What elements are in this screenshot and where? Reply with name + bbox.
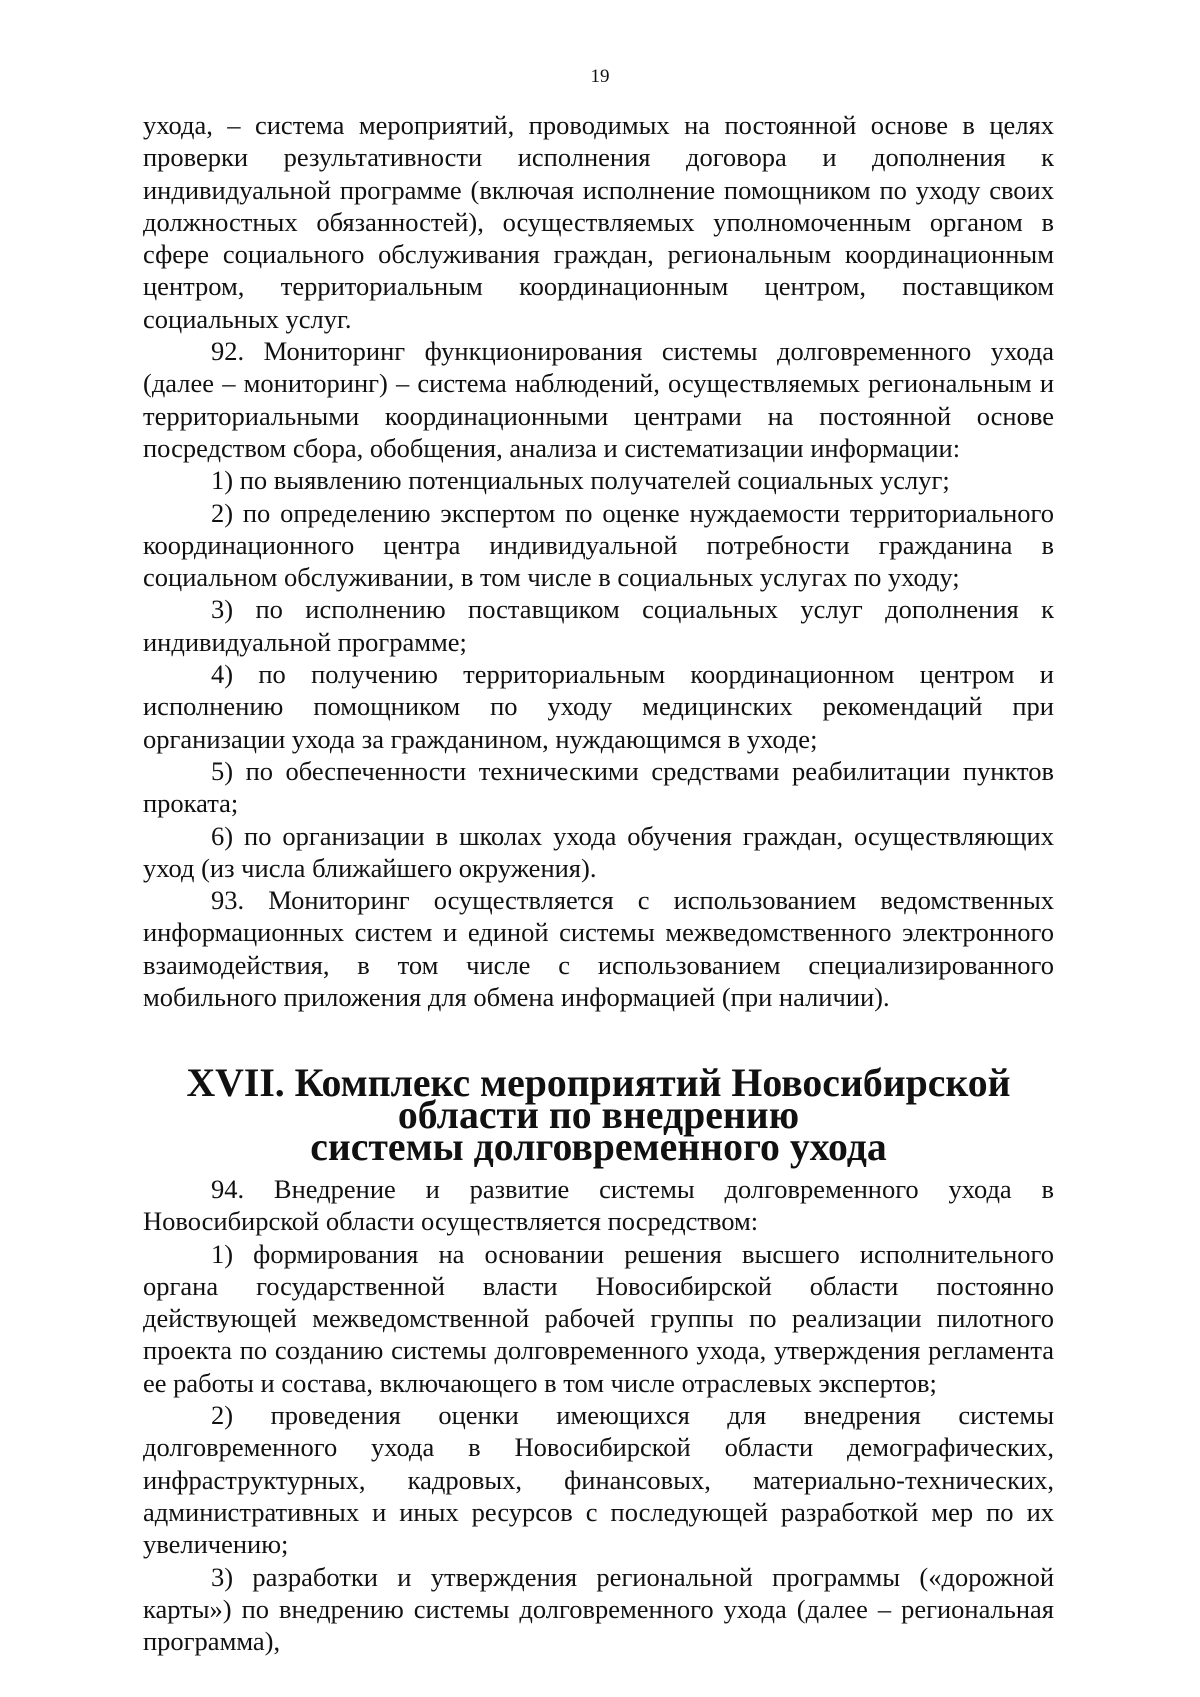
paragraph: 2) по определению экспертом по оценке нуждаемости территориального координационного центра индивидуальной потребности гражданина в социальном обслуживании, в том числе в социальных услугах по уходу;: [143, 497, 1054, 593]
section-heading: [143, 1061, 1054, 1169]
paragraph: 94. Внедрение и развитие системы долговременного ухода в Новосибирской области осуществляется посредством:: [143, 1174, 1054, 1237]
paragraph: 92. Мониторинг функционирования системы долговременного ухода (далее – мониторинг) – система наблюдений, осуществляемых региональным и территориальными координационными центрами на постоянной основе посредством сбора, обобщения, анализа и систематизации информации:: [143, 336, 1054, 463]
section-heading-line-2: системы долговременного ухода: [310, 1125, 887, 1169]
paragraph: 1) формирования на основании решения высшего исполнительного органа государственной власти Новосибирской области постоянно действующей межведомственной рабочей группы по реализации пилотного проекта по созданию системы долговременного ухода, утверждения регламента ее работы и состава, включающего в том числе отраслевых экспертов;: [143, 1238, 1054, 1398]
text-block-monitoring: [143, 109, 1054, 1013]
paragraph: 1) по выявлению потенциальных получателей социальных услуг;: [211, 465, 950, 496]
paragraph: 6) по организации в школах ухода обучения граждан, осуществляющих уход (из числа ближайшего окружения).: [143, 820, 1054, 883]
paragraph: 93. Мониторинг осуществляется с использованием ведомственных информационных систем и единой системы межведомственного электронного взаимодействия, в том числе с использованием специализированного мобильного приложения для обмена информацией (при наличии).: [143, 885, 1054, 1013]
paragraph: 2) проведения оценки имеющихся для внедрения системы долговременного ухода в Новосибирской области демографических, инфраструктурных, кадровых, финансовых, материально-технических, административных и иных ресурсов с последующей разработкой мер по их увеличению;: [143, 1400, 1054, 1560]
paragraph: 5) по обеспеченности техническими средствами реабилитации пунктов проката;: [143, 755, 1054, 819]
text-block-implementation: [143, 1173, 1054, 1657]
paragraph: 3) по исполнению поставщиком социальных услуг дополнения к индивидуальной программе;: [143, 594, 1054, 657]
paragraph: 4) по получению территориальным координационном центром и исполнению помощником по уходу медицинских рекомендаций при организации ухода за гражданином, нуждающимся в уходе;: [143, 659, 1054, 754]
paragraph: ухода, – система мероприятий, проводимых на постоянной основе в целях проверки результативности исполнения договора и дополнения к индивидуальной программе (включая исполнение помощником по уходу своих должностных обязанностей), осуществляемых уполномоченным органом в сфере социального обслуживания граждан, региональным координационным центром, территориальным координационным центром, поставщиком социальных услуг.: [143, 110, 1054, 334]
page-number: 19: [590, 66, 610, 87]
section-heading-line-1: XVII. Комплекс мероприятий Новосибирской области по внедрению: [186, 1061, 1011, 1137]
paragraph: 3) разработки и утверждения региональной программы («дорожной карты») по внедрению системы долговременного ухода (далее – региональная программа),: [143, 1561, 1054, 1657]
